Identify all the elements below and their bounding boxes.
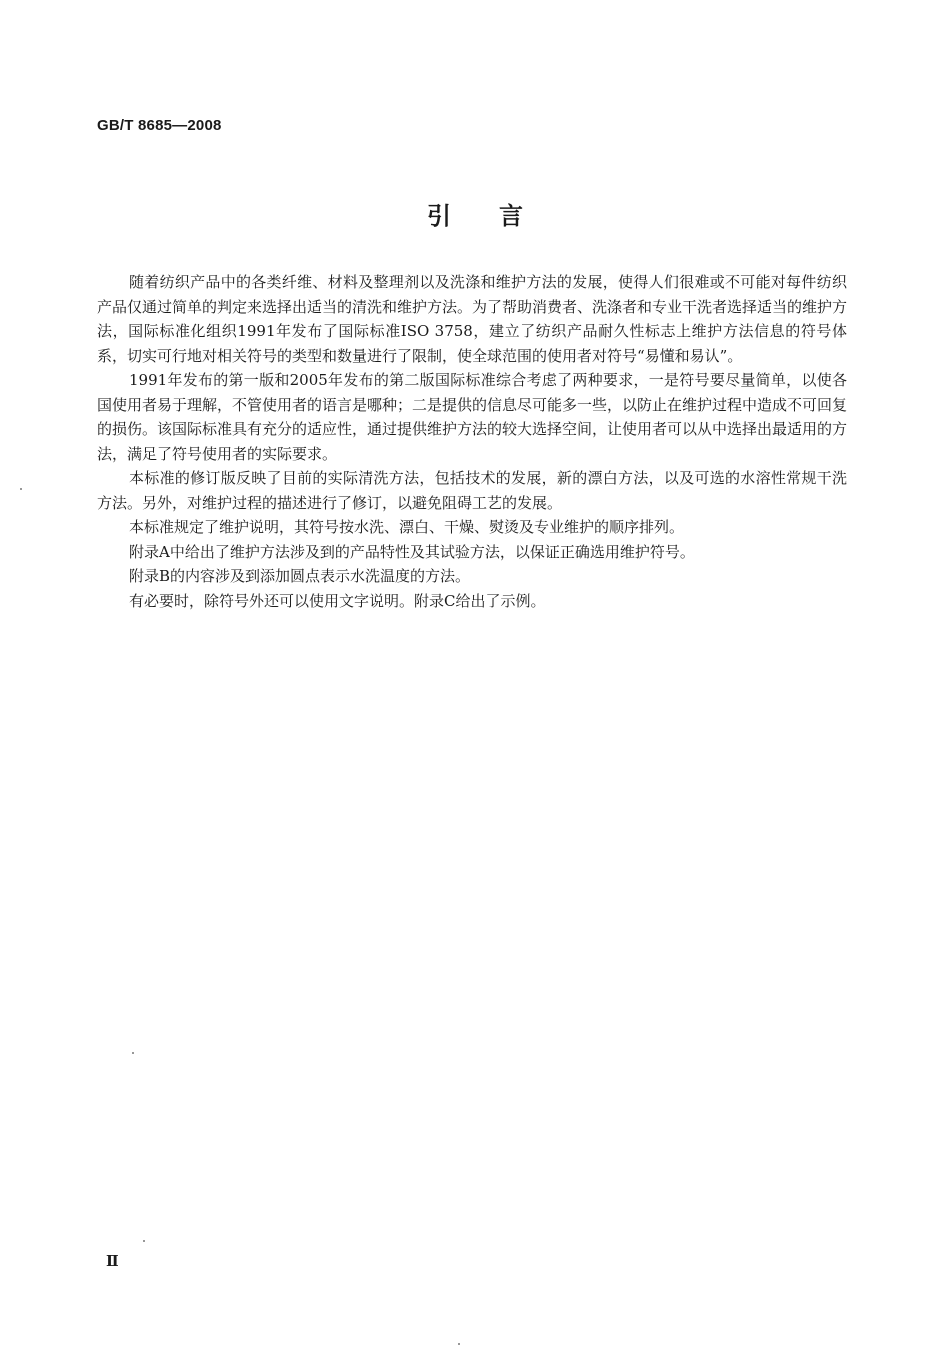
paragraph-7: 有必要时，除符号外还可以使用文字说明。附录C给出了示例。 — [129, 591, 546, 610]
paragraph-1: 随着纺织产品中的各类纤维、材料及整理剂以及洗涤和维护方法的发展，使得人们很难或不可能对每件纺织产品仅通过简单的判定来选择出适当的清洗和维护方法。为了帮助消费者、洗涤者和专业干洗者选择适当的维护方法，国际标准化组织1991年发布了国际标准ISO 3758，建立了纺织产品耐久性标志上维护方法信息的符号体系，切实可行地对相关符号的类型和数量进行了限制，使全球范围的使用者对符号“易懂和易认”。 — [97, 273, 848, 365]
page-number: Ⅱ — [106, 1252, 119, 1270]
paragraph-4: 本标准规定了维护说明，其符号按水洗、漂白、干燥、熨烫及专业维护的顺序排列。 — [129, 518, 685, 536]
page-title: 引言 — [427, 202, 571, 230]
scan-speck — [132, 1052, 134, 1054]
standard-code: GB/T 8685—2008 — [97, 117, 222, 134]
scan-speck — [20, 488, 22, 490]
paragraph-3: 本标准的修订版反映了目前的实际清洗方法，包括技术的发展，新的漂白方法，以及可选的水溶性常规干洗方法。另外，对维护过程的描述进行了修订，以避免阻碍工艺的发展。 — [97, 469, 847, 512]
scan-speck — [458, 1343, 460, 1345]
body-text — [97, 270, 847, 613]
scan-speck — [143, 1240, 145, 1242]
paragraph-6: 附录B的内容涉及到添加圆点表示水洗温度的方法。 — [129, 567, 471, 585]
paragraph-2: 1991年发布的第一版和2005年发布的第二版国际标准综合考虑了两种要求，一是符号要尽量简单，以使各国使用者易于理解，不管使用者的语言是哪种；二是提供的信息尽可能多一些，以防止在维护过程中造成不可回复的损伤。该国际标准具有充分的适应性，通过提供维护方法的较大选择空间，让使用者可以从中选择出最适用的方法，满足了符号使用者的实际要求。 — [97, 371, 848, 463]
paragraph-5: 附录A中给出了维护方法涉及到的产品特性及其试验方法，以保证正确选用维护符号。 — [129, 542, 695, 561]
